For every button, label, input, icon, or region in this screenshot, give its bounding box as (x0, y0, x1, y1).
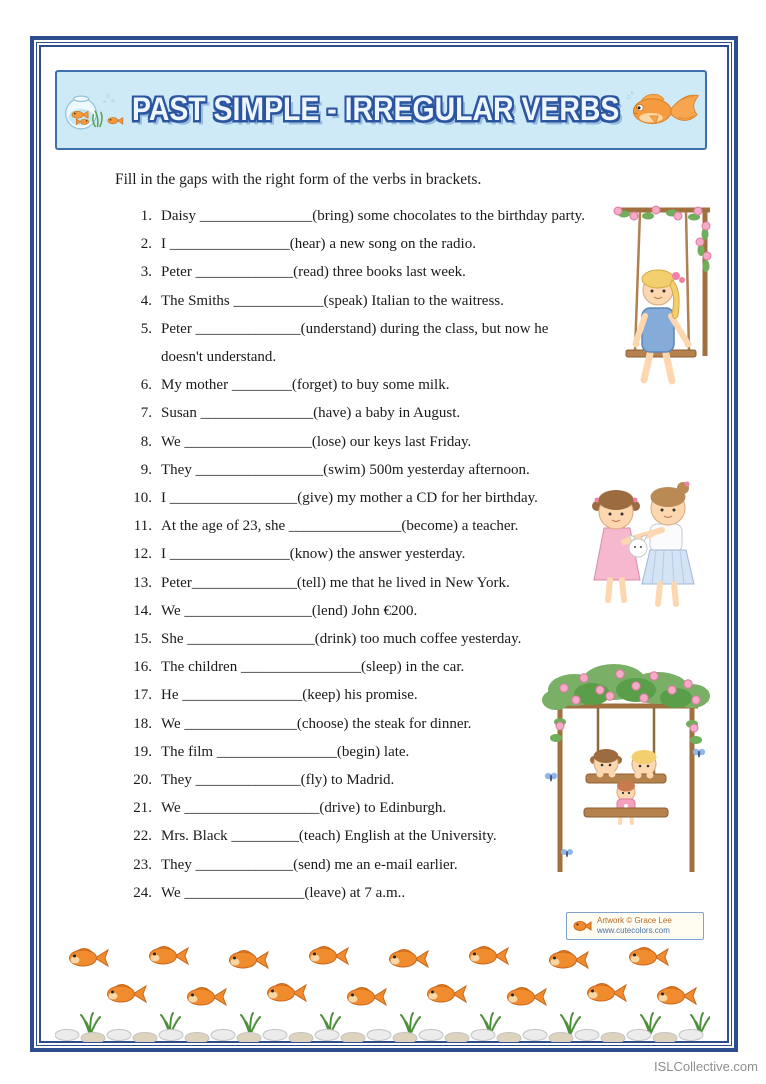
answer-blank: ______________ (195, 320, 301, 337)
item-number: 22. (133, 828, 152, 845)
answer-blank: ______________ (191, 574, 297, 591)
verb-hint: (leave) (304, 884, 347, 901)
item-number: 13. (133, 574, 152, 591)
islcollective-watermark: ISLCollective.com (653, 1059, 758, 1074)
verb-hint: (know) (289, 546, 334, 563)
answer-blank: _________________ (169, 490, 298, 507)
verb-hint: (swim) (323, 461, 366, 478)
verb-hint: (begin) (336, 743, 381, 760)
item-number: 10. (133, 490, 152, 507)
item-number: 19. (133, 743, 152, 760)
verb-hint: (teach) (298, 828, 341, 845)
exercise-item (118, 287, 646, 315)
exercise-item (118, 597, 646, 625)
item-number: 7. (140, 405, 152, 422)
item-text: They ______________(fly) to Madrid. (161, 772, 395, 789)
item-text: Peter______________(tell) me that he lived in New York. (161, 574, 510, 591)
answer-blank: ________________ (216, 743, 337, 760)
item-text: Susan _______________(have) a baby in August. (161, 405, 461, 422)
credit-line-1: Artwork © Grace Lee (597, 915, 672, 925)
goldfish-border-illustration (55, 942, 710, 1042)
verb-hint: (keep) (302, 687, 341, 704)
instruction-text: Fill in the gaps with the right form of the verbs in brackets. (115, 171, 482, 188)
answer-blank: _______________ (199, 208, 313, 224)
answer-blank: _____________ (195, 856, 294, 873)
answer-blank: ________________ (240, 659, 361, 676)
verb-hint: (become) (401, 518, 459, 535)
exercise-item (118, 230, 646, 258)
item-text: Peter _____________(read) three books last week. (161, 264, 466, 281)
item-text: I ________________(know) the answer yesterday. (161, 546, 466, 563)
answer-blank: ________________ (184, 884, 305, 901)
answer-blank: ______________ (195, 772, 301, 789)
exercise-item (118, 202, 646, 230)
item-text: They _____________(send) me an e-mail earlier. (161, 856, 458, 873)
exercise-item (118, 625, 646, 653)
verb-hint: (sleep) (360, 659, 402, 676)
verb-hint: (drink) (314, 631, 357, 648)
item-number: 15. (133, 631, 152, 648)
credit-line-2: www.cutecolors.com (597, 926, 670, 935)
item-text: The film ________________(begin) late. (161, 743, 410, 760)
artwork-credit (566, 912, 704, 940)
item-text: They _________________(swim) 500m yesterday afternoon. (161, 461, 530, 478)
hugging-girls-illustration (572, 462, 712, 614)
item-number: 14. (133, 602, 152, 619)
answer-blank: _________________ (195, 461, 324, 478)
item-number: 4. (140, 292, 152, 309)
item-number: 21. (133, 800, 152, 817)
exercise-item (118, 399, 646, 427)
item-text: I ________________(hear) a new song on the radio. (161, 236, 476, 253)
item-number: 11. (133, 518, 152, 535)
exercise-item (118, 456, 646, 484)
exercise-item (118, 315, 646, 371)
verb-hint: (fly) (300, 772, 328, 789)
answer-blank: _________________ (184, 433, 312, 450)
exercise-item (118, 540, 646, 568)
answer-blank: ________________ (169, 546, 290, 563)
item-text: The children ________________(sleep) in the car. (161, 659, 465, 676)
answer-blank: _________________ (187, 631, 315, 648)
verb-hint: (bring) (312, 208, 354, 224)
answer-blank: _________________ (184, 602, 312, 619)
verb-hint: (tell) (296, 574, 326, 591)
exercise-item (118, 258, 646, 286)
item-number: 1. (140, 208, 152, 224)
item-text: Daisy _______________(bring) some chocolates to the birthday party. (161, 208, 585, 224)
verb-hint: (forget) (291, 377, 338, 394)
item-number: 16. (133, 659, 152, 676)
butterfly-icon (561, 849, 573, 857)
item-text: We __________________(drive) to Edinburgh. (161, 800, 447, 817)
answer-blank: __________________ (184, 800, 320, 817)
answer-blank: _______________ (184, 715, 297, 732)
item-text: We _______________(choose) the steak for dinner. (161, 715, 472, 732)
item-number: 23. (133, 856, 152, 873)
answer-blank: ________________ (182, 687, 303, 704)
verb-hint: (give) (297, 490, 334, 507)
exercise-item (118, 428, 646, 456)
answer-blank: ________________ (169, 236, 290, 253)
item-number: 2. (140, 236, 152, 253)
verb-hint: (lend) (311, 602, 348, 619)
item-text: He ________________(keep) his promise. (161, 687, 418, 704)
butterfly-icon (545, 773, 557, 782)
verb-hint: (choose) (296, 715, 349, 732)
item-number: 20. (133, 772, 152, 789)
item-continuation: doesn't understand. (161, 349, 277, 366)
exercise-item (118, 512, 646, 540)
exercise-item (118, 371, 646, 399)
item-text: She _________________(drink) too much coffee yesterday. (161, 631, 522, 648)
item-number: 24. (133, 884, 152, 901)
exercise-item (118, 484, 646, 512)
item-text: We ________________(leave) at 7 a.m.. (161, 884, 406, 901)
item-number: 8. (140, 433, 152, 450)
verb-hint: (have) (313, 405, 352, 422)
girl-on-swing-illustration (588, 204, 713, 386)
verb-hint: (lose) (311, 433, 347, 450)
item-number: 5. (140, 320, 152, 337)
verb-hint: (read) (293, 264, 329, 281)
flower-swing-illustration (540, 660, 712, 910)
exercise-item (118, 569, 646, 597)
verb-hint: (send) (293, 856, 331, 873)
answer-blank: _________ (231, 828, 299, 845)
title-banner (55, 70, 707, 150)
verb-hint: (understand) (300, 320, 377, 337)
item-text: I _________________(give) my mother a CD for her birthday. (161, 490, 538, 507)
butterfly-icon (693, 749, 705, 758)
item-text: Mrs. Black _________(teach) English at the University. (161, 828, 497, 845)
item-text: At the age of 23, she _______________(become) a teacher. (161, 518, 519, 535)
fishbowl-icon (61, 74, 127, 146)
flower-vine (614, 206, 711, 272)
item-text: The Smiths ____________(speak) Italian to the waitress. (161, 292, 504, 309)
item-number: 18. (133, 715, 152, 732)
answer-blank: _____________ (195, 264, 294, 281)
verb-hint: (speak) (323, 292, 368, 309)
worksheet-title: PAST SIMPLE - IRREGULAR VERBS (131, 91, 620, 128)
answer-blank: _______________ (200, 405, 314, 422)
item-text: We _________________(lose) our keys last Friday. (161, 433, 472, 450)
answer-blank: _______________ (288, 518, 402, 535)
item-text: Peter ______________(understand) during the class, but now he doesn't understand. (161, 315, 646, 371)
item-number: 17. (133, 687, 152, 704)
answer-blank: ____________ (233, 292, 324, 309)
item-number: 9. (140, 461, 152, 478)
goldfish-icon (624, 74, 701, 146)
item-number: 12. (133, 546, 152, 563)
item-number: 6. (140, 377, 152, 394)
item-text: My mother ________(forget) to buy some milk. (161, 377, 450, 394)
item-number: 3. (140, 264, 152, 281)
verb-hint: (hear) (289, 236, 326, 253)
verb-hint: (drive) (319, 800, 361, 817)
answer-blank: ________ (231, 377, 292, 394)
item-text: We _________________(lend) John €200. (161, 602, 418, 619)
credit-fish-icon (572, 919, 592, 933)
